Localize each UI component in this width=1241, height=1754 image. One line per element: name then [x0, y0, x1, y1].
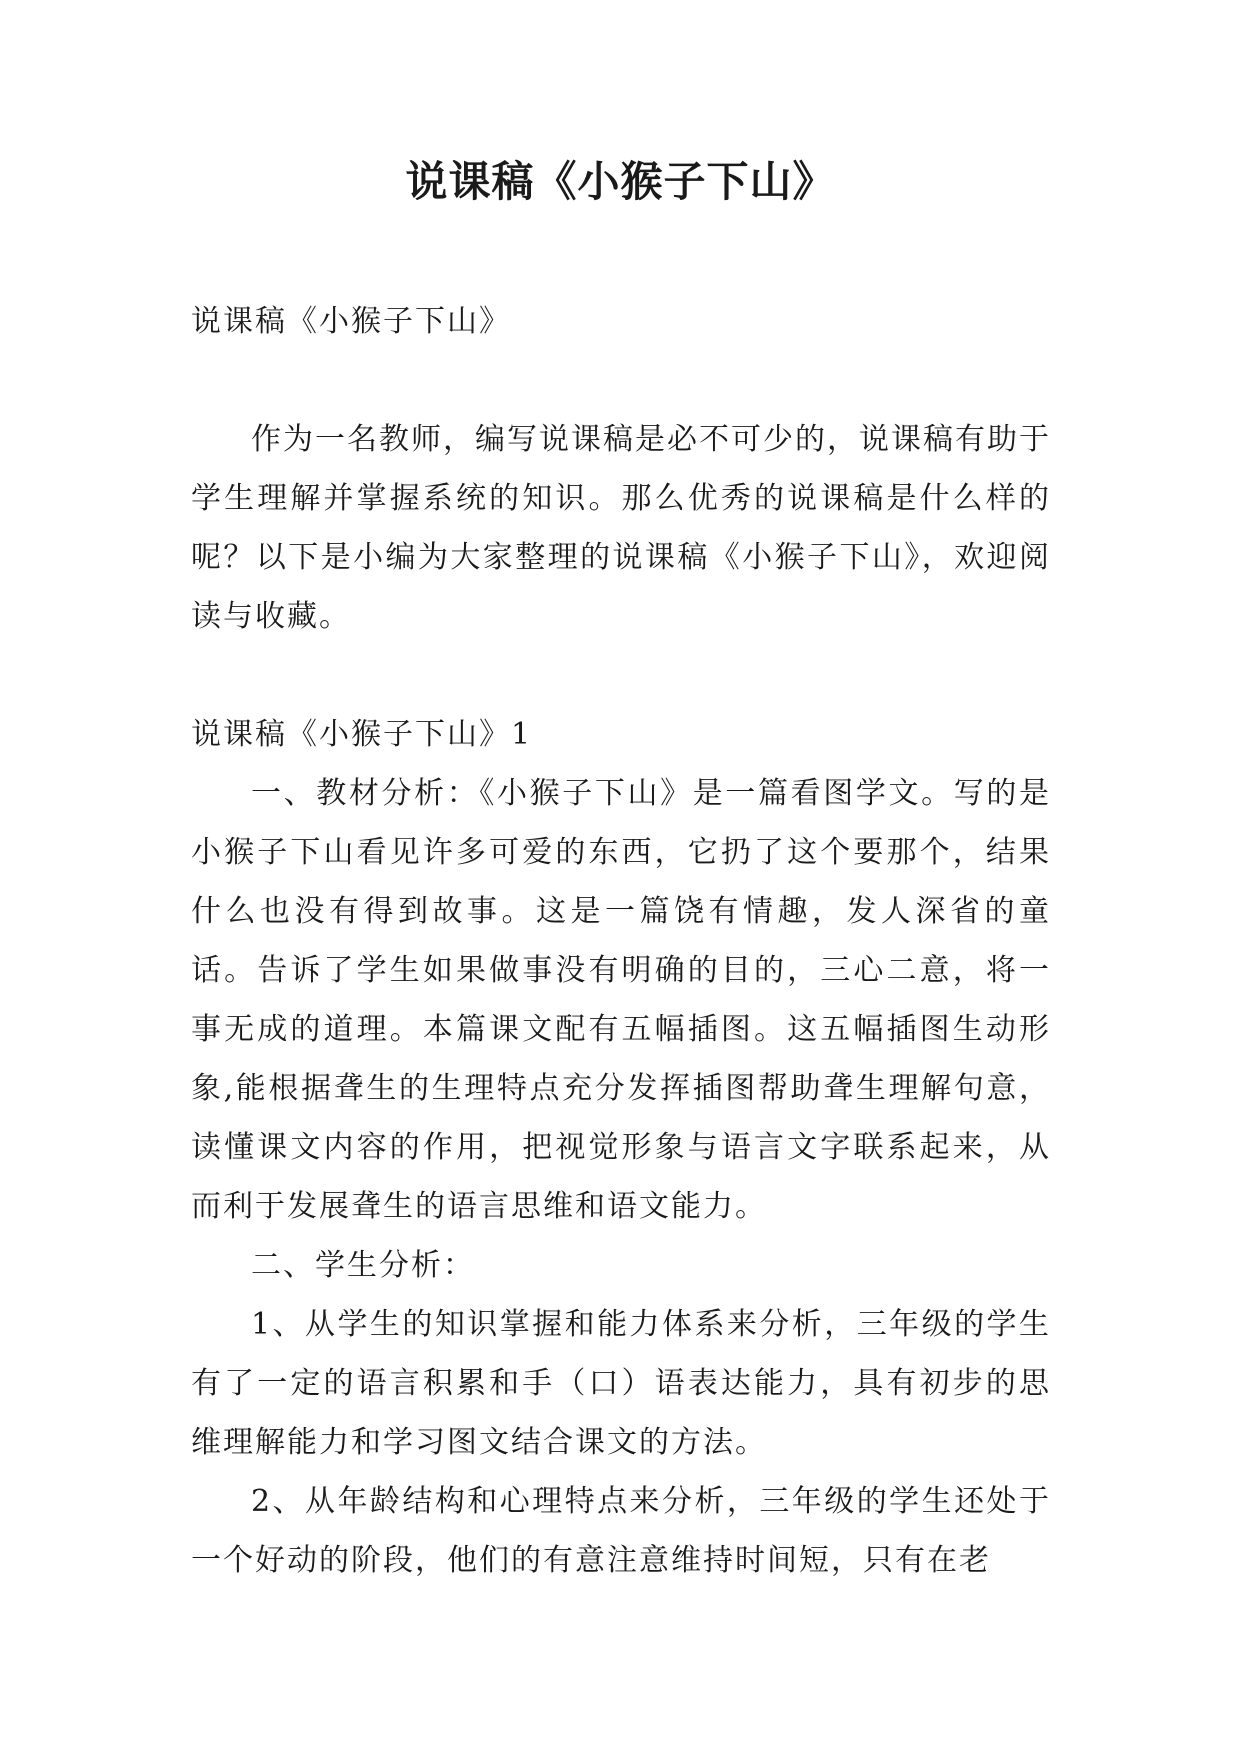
paragraph-student-analysis-heading: 二、学生分析： — [251, 1248, 475, 1283]
section-heading: 说课稿《小猴子下山》1 — [191, 717, 533, 752]
document-subtitle: 说课稿《小猴子下山》 — [191, 304, 511, 339]
intro-paragraph: 作为一名教师，编写说课稿是必不可少的，说课稿有助于学生理解并掌握系统的知识。那么优秀的说课稿是什么样的呢？以下是小编为大家整理的说课稿《小猴子下山》，欢迎阅读与收藏。 — [191, 422, 1051, 634]
document-title: 说课稿《小猴子下山》 — [405, 157, 836, 206]
paragraph-age-analysis: 2、从年龄结构和心理特点来分析，三年级的学生还处于一个好动的阶段，他们的有意注意维持时间短，只有在老 — [191, 1484, 1051, 1578]
document-body — [191, 292, 1051, 1590]
paragraph-knowledge-analysis: 1、从学生的知识掌握和能力体系来分析，三年级的学生有了一定的语言积累和手（口）语表达能力，具有初步的思维理解能力和学习图文结合课文的方法。 — [191, 1307, 1051, 1460]
paragraph-textbook-analysis: 一、教材分析：《小猴子下山》是一篇看图学文。写的是小猴子下山看见许多可爱的东西，它扔了这个要那个，结果什么也没有得到故事。这是一篇饶有情趣，发人深省的童话。告诉了学生如果做事没有明确的目的，三心二意，将一事无成的道理。本篇课文配有五幅插图。这五幅插图生动形象,能根据聋生的生理特点充分发挥插图帮助聋生理解句意，读懂课文内容的作用，把视觉形象与语言文字联系起来，从而利于发展聋生的语言思维和语文能力。 — [191, 776, 1051, 1224]
